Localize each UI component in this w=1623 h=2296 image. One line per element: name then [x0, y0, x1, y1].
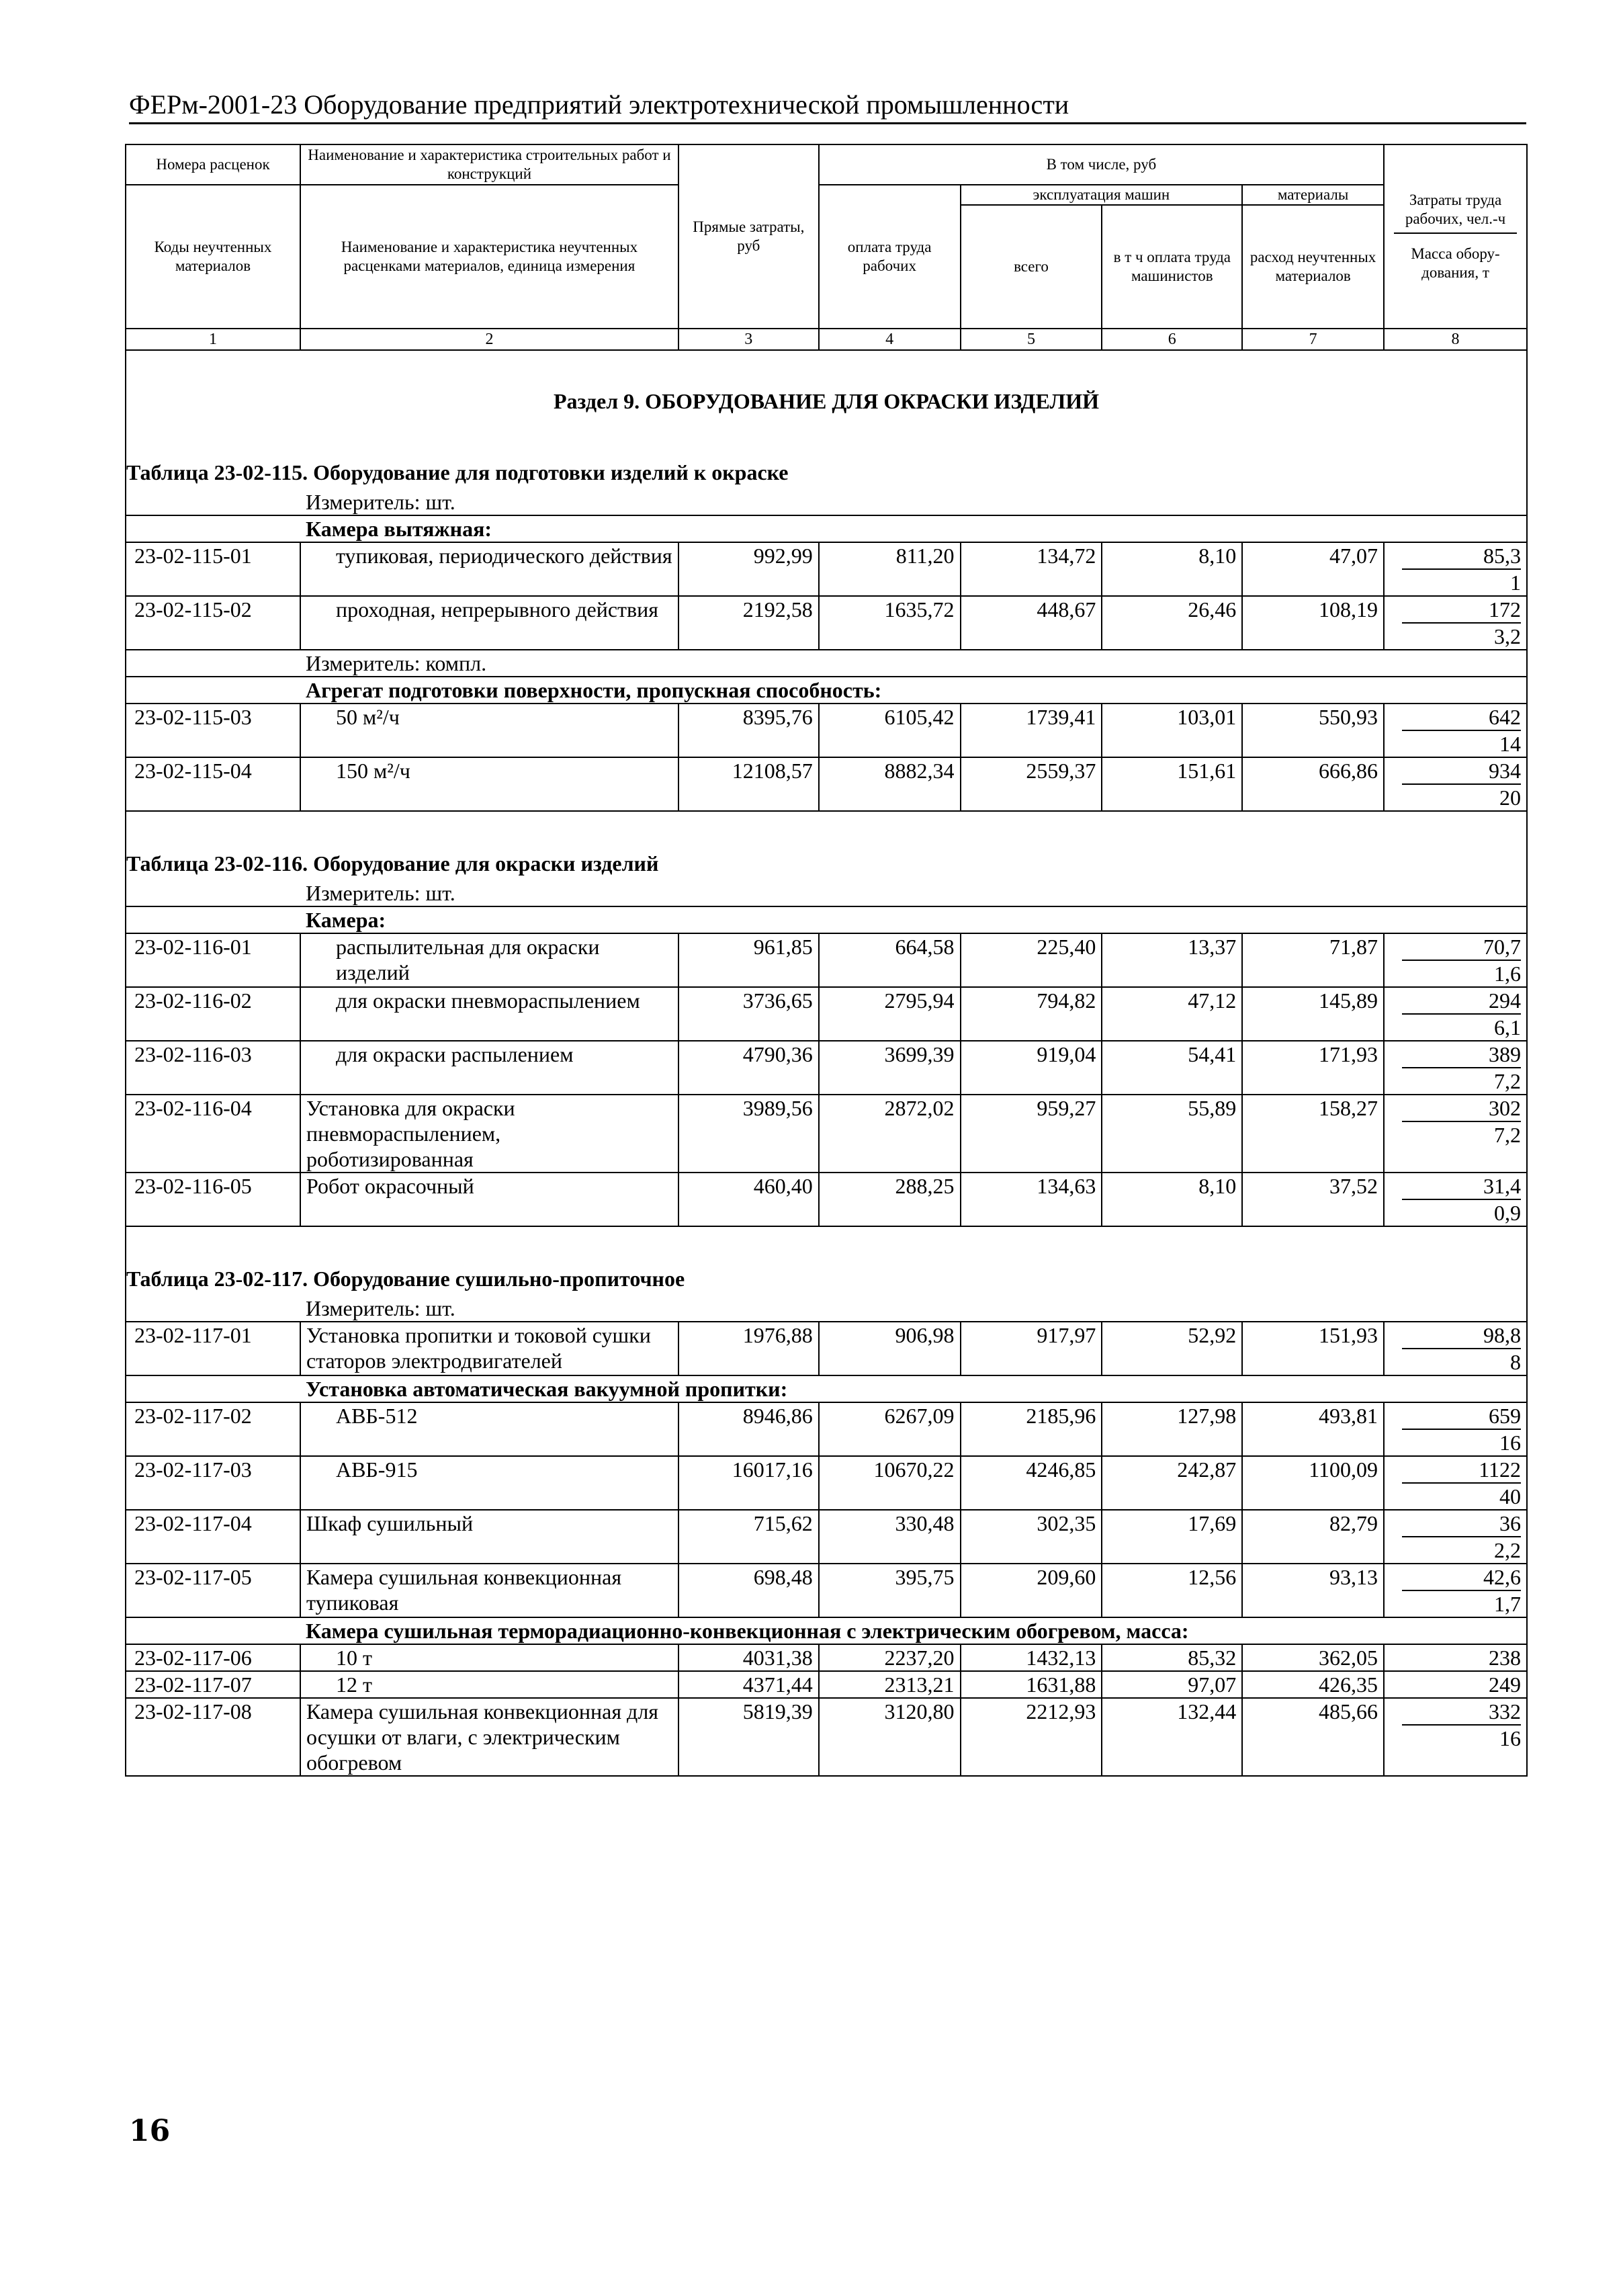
colnum-2: 2: [300, 329, 678, 350]
labor-value: 42,6: [1402, 1564, 1521, 1591]
section-title: Раздел 9. ОБОРУДОВАНИЕ ДЛЯ ОКРАСКИ ИЗДЕЛИЙ: [126, 350, 1527, 441]
labor-mass-cell: [1384, 1322, 1527, 1375]
labor-value: 85,3: [1402, 543, 1521, 570]
group-spacer: [126, 677, 300, 704]
labor-value: 934: [1402, 758, 1521, 785]
group-label: Камера сушильная терморадиационно-конвекционная с электрическим обогревом, масса:: [300, 1617, 1527, 1644]
labor-value: 98,8: [1402, 1322, 1521, 1349]
value-c6: 85,32: [1102, 1644, 1242, 1671]
work-name: АВБ-915: [300, 1456, 678, 1510]
work-name: 50 м²/ч: [300, 704, 678, 757]
value-c5: 1631,88: [961, 1671, 1102, 1698]
value-c7: 550,93: [1242, 704, 1384, 757]
value-c7: 666,86: [1242, 757, 1384, 811]
value-c3: 715,62: [678, 1510, 819, 1564]
value-c5: 302,35: [961, 1510, 1102, 1564]
value-c6: 8,10: [1102, 1173, 1242, 1226]
colnum-5: 5: [961, 329, 1102, 350]
value-c4: 906,98: [819, 1322, 961, 1375]
rate-code: 23-02-116-03: [126, 1041, 300, 1095]
value-c4: 2795,94: [819, 987, 961, 1041]
rate-code: 23-02-117-08: [126, 1698, 300, 1776]
value-c3: 698,48: [678, 1564, 819, 1617]
rate-code: 23-02-115-03: [126, 704, 300, 757]
labor-mass-cell: [1384, 1173, 1527, 1226]
mass-value: 3,2: [1494, 624, 1521, 648]
value-c7: 485,66: [1242, 1698, 1384, 1776]
labor-value: 294: [1402, 988, 1521, 1015]
work-name: Установка для окраски пневмораспылением, роботизированная: [300, 1095, 678, 1173]
value-c5: 134,63: [961, 1173, 1102, 1226]
value-c3: 8395,76: [678, 704, 819, 757]
unit-label: Измеритель: компл.: [300, 650, 1527, 677]
value-c5: 2212,93: [961, 1698, 1102, 1776]
value-c4: 288,25: [819, 1173, 961, 1226]
spacer-row: [126, 1226, 1527, 1247]
mass-value: 14: [1499, 732, 1521, 756]
t115-title-row: [126, 441, 1527, 489]
rate-code: 23-02-116-02: [126, 987, 300, 1041]
labor-mass-cell: [1384, 987, 1527, 1041]
value-c7: 145,89: [1242, 987, 1384, 1041]
table-row: [126, 987, 1527, 1041]
col7-header: расход неучтенных материалов: [1242, 205, 1384, 329]
labor-value: 238: [1489, 1646, 1521, 1670]
value-c6: 127,98: [1102, 1402, 1242, 1456]
unit-spacer: [126, 489, 300, 515]
group-label: Установка автоматическая вакуумной пропитки:: [300, 1375, 1527, 1402]
group-row: [126, 677, 1527, 704]
value-c5: 209,60: [961, 1564, 1102, 1617]
labor-value: 70,7: [1402, 934, 1521, 961]
t117-title-row: [126, 1247, 1527, 1295]
value-c3: 961,85: [678, 933, 819, 987]
table-row: [126, 542, 1527, 596]
col1-header-bottom: Коды неучтенных материалов: [126, 185, 300, 329]
value-c6: 151,61: [1102, 757, 1242, 811]
labor-value: 249: [1489, 1672, 1521, 1697]
table-row: [126, 1402, 1527, 1456]
colnum-6: 6: [1102, 329, 1242, 350]
value-c6: 97,07: [1102, 1671, 1242, 1698]
value-c6: 52,92: [1102, 1322, 1242, 1375]
spacer-cell: [126, 1226, 1527, 1247]
table-row: [126, 1644, 1527, 1671]
group-row: [126, 906, 1527, 933]
table-row: [126, 1322, 1527, 1375]
value-c7: 47,07: [1242, 542, 1384, 596]
spacer-cell: [126, 811, 1527, 832]
rates-table: [125, 144, 1528, 1777]
t115-title: Таблица 23-02-115. Оборудование для подготовки изделий к окраске: [126, 441, 1527, 489]
value-c6: 132,44: [1102, 1698, 1242, 1776]
rate-code: 23-02-116-01: [126, 933, 300, 987]
spacer-row: [126, 811, 1527, 832]
group-spacer: [126, 906, 300, 933]
unit-row: [126, 489, 1527, 515]
mass-value: 2,2: [1494, 1538, 1521, 1562]
value-c3: 4790,36: [678, 1041, 819, 1095]
table-row: [126, 596, 1527, 650]
value-c3: 3989,56: [678, 1095, 819, 1173]
value-c6: 103,01: [1102, 704, 1242, 757]
group-row: [126, 1617, 1527, 1644]
value-c3: 1976,88: [678, 1322, 819, 1375]
labor-value: 332: [1402, 1699, 1521, 1726]
colnum-4: 4: [819, 329, 961, 350]
unit-row: [126, 880, 1527, 906]
unit-row: [126, 650, 1527, 677]
group-label: Камера вытяжная:: [300, 515, 1527, 542]
labor-mass-cell: [1384, 757, 1527, 811]
col8-header-top: Затраты труда рабочих, чел.-ч: [1394, 191, 1517, 234]
value-c5: 917,97: [961, 1322, 1102, 1375]
rate-code: 23-02-117-05: [126, 1564, 300, 1617]
labor-value: 36: [1402, 1511, 1521, 1537]
mass-value: 8: [1510, 1350, 1521, 1374]
mass-value: 16: [1499, 1431, 1521, 1455]
value-c4: 664,58: [819, 933, 961, 987]
value-c4: 10670,22: [819, 1456, 961, 1510]
value-c3: 3736,65: [678, 987, 819, 1041]
work-name: для окраски пневмораспылением: [300, 987, 678, 1041]
value-c4: 2872,02: [819, 1095, 961, 1173]
section-row: [126, 350, 1527, 441]
labor-value: 659: [1402, 1403, 1521, 1430]
value-c3: 8946,86: [678, 1402, 819, 1456]
value-c5: 134,72: [961, 542, 1102, 596]
value-c4: 3699,39: [819, 1041, 961, 1095]
col8-header-bottom: Масса обору-дования, т: [1411, 245, 1500, 281]
value-c3: 4371,44: [678, 1671, 819, 1698]
rate-code: 23-02-117-03: [126, 1456, 300, 1510]
mass-value: 16: [1499, 1726, 1521, 1750]
labor-mass-cell: [1384, 1698, 1527, 1776]
group-spacer: [126, 1375, 300, 1402]
work-name: для окраски распылением: [300, 1041, 678, 1095]
table-row: [126, 1041, 1527, 1095]
value-c4: 1635,72: [819, 596, 961, 650]
value-c7: 151,93: [1242, 1322, 1384, 1375]
group-label: Агрегат подготовки поверхности, пропускная способность:: [300, 677, 1527, 704]
table-row: [126, 1095, 1527, 1173]
mass-value: 0,9: [1494, 1201, 1521, 1225]
value-c5: 448,67: [961, 596, 1102, 650]
value-c7: 362,05: [1242, 1644, 1384, 1671]
value-c6: 26,46: [1102, 596, 1242, 650]
rate-code: 23-02-116-04: [126, 1095, 300, 1173]
value-c7: 108,19: [1242, 596, 1384, 650]
value-c5: 794,82: [961, 987, 1102, 1041]
value-c7: 426,35: [1242, 1671, 1384, 1698]
value-c5: 225,40: [961, 933, 1102, 987]
t116-title-row: [126, 832, 1527, 880]
value-c5: 959,27: [961, 1095, 1102, 1173]
labor-value: 172: [1402, 597, 1521, 624]
col8-header: [1384, 144, 1527, 329]
col4-header: оплата труда рабочих: [819, 185, 961, 329]
value-c4: 6105,42: [819, 704, 961, 757]
rate-code: 23-02-117-06: [126, 1644, 300, 1671]
value-c4: 6267,09: [819, 1402, 961, 1456]
value-c4: 330,48: [819, 1510, 961, 1564]
work-name: Установка пропитки и токовой сушки статоров электродвигателей: [300, 1322, 678, 1375]
value-c6: 55,89: [1102, 1095, 1242, 1173]
unit-label: Измеритель: шт.: [300, 489, 1527, 515]
work-name: Камера сушильная конвекционная тупиковая: [300, 1564, 678, 1617]
table-row: [126, 1564, 1527, 1617]
labor-mass-cell: [1384, 1510, 1527, 1564]
machines-header: эксплуатация машин: [961, 185, 1243, 205]
group-spacer: [126, 515, 300, 542]
rate-code: 23-02-117-07: [126, 1671, 300, 1698]
value-c4: 3120,80: [819, 1698, 961, 1776]
rate-code: 23-02-117-04: [126, 1510, 300, 1564]
mass-value: 1,6: [1494, 962, 1521, 986]
work-name: 10 т: [300, 1644, 678, 1671]
value-c7: 158,27: [1242, 1095, 1384, 1173]
col6-header: в т ч оплата труда машинистов: [1102, 205, 1242, 329]
work-name: 12 т: [300, 1671, 678, 1698]
value-c5: 4246,85: [961, 1456, 1102, 1510]
work-name: Камера сушильная конвекционная для осушки от влаги, с электрическим обогревом: [300, 1698, 678, 1776]
value-c6: 8,10: [1102, 542, 1242, 596]
value-c3: 992,99: [678, 542, 819, 596]
value-c5: 1739,41: [961, 704, 1102, 757]
labor-mass-cell: [1384, 542, 1527, 596]
value-c4: 8882,34: [819, 757, 961, 811]
materials-header: материалы: [1242, 185, 1384, 205]
value-c6: 54,41: [1102, 1041, 1242, 1095]
work-name: Шкаф сушильный: [300, 1510, 678, 1564]
value-c6: 47,12: [1102, 987, 1242, 1041]
unit-spacer: [126, 880, 300, 906]
value-c3: 16017,16: [678, 1456, 819, 1510]
col2-header-top: Наименование и характеристика строительных работ и конструкций: [300, 144, 678, 185]
labor-mass-cell: [1384, 1456, 1527, 1510]
work-name: проходная, непрерывного действия: [300, 596, 678, 650]
value-c4: 2313,21: [819, 1671, 961, 1698]
unit-spacer: [126, 1295, 300, 1322]
work-name: распылительная для окраски изделий: [300, 933, 678, 987]
unit-spacer: [126, 650, 300, 677]
mass-value: 7,2: [1494, 1069, 1521, 1093]
value-c6: 17,69: [1102, 1510, 1242, 1564]
t117-title: Таблица 23-02-117. Оборудование сушильно-пропиточное: [126, 1247, 1527, 1295]
rate-code: 23-02-115-01: [126, 542, 300, 596]
work-name: 150 м²/ч: [300, 757, 678, 811]
rate-code: 23-02-116-05: [126, 1173, 300, 1226]
labor-value: 302: [1402, 1095, 1521, 1122]
column-number-row: [126, 329, 1527, 350]
colnum-7: 7: [1242, 329, 1384, 350]
value-c7: 493,81: [1242, 1402, 1384, 1456]
value-c7: 93,13: [1242, 1564, 1384, 1617]
col3-header: Прямые затраты, руб: [678, 144, 819, 329]
value-c3: 5819,39: [678, 1698, 819, 1776]
col5-header: всего: [961, 205, 1102, 329]
mass-value: 1,7: [1494, 1592, 1521, 1616]
labor-value: 1122: [1402, 1457, 1521, 1484]
rate-code: 23-02-115-02: [126, 596, 300, 650]
unit-label: Измеритель: шт.: [300, 1295, 1527, 1322]
group-row: [126, 1375, 1527, 1402]
labor-mass-cell: [1384, 1564, 1527, 1617]
value-c7: 82,79: [1242, 1510, 1384, 1564]
t116-title: Таблица 23-02-116. Оборудование для окраски изделий: [126, 832, 1527, 880]
labor-mass-cell: [1384, 704, 1527, 757]
value-c3: 2192,58: [678, 596, 819, 650]
labor-mass-cell: [1384, 1644, 1527, 1671]
group-spacer: [126, 1617, 300, 1644]
table-row: [126, 1671, 1527, 1698]
table-row: [126, 704, 1527, 757]
value-c4: 395,75: [819, 1564, 961, 1617]
table-row: [126, 757, 1527, 811]
work-name: АВБ-512: [300, 1402, 678, 1456]
value-c3: 12108,57: [678, 757, 819, 811]
table-row: [126, 1456, 1527, 1510]
mass-value: 1: [1510, 570, 1521, 595]
mass-value: 6,1: [1494, 1015, 1521, 1039]
value-c6: 242,87: [1102, 1456, 1242, 1510]
labor-mass-cell: [1384, 1041, 1527, 1095]
col1-header-top: Номера расценок: [126, 144, 300, 185]
colnum-8: 8: [1384, 329, 1527, 350]
labor-value: 642: [1402, 704, 1521, 731]
page-number: 16: [129, 2114, 171, 2148]
header-row-1: [126, 144, 1527, 185]
value-c6: 13,37: [1102, 933, 1242, 987]
unit-row: [126, 1295, 1527, 1322]
value-c4: 2237,20: [819, 1644, 961, 1671]
value-c5: 1432,13: [961, 1644, 1102, 1671]
mass-value: 7,2: [1494, 1123, 1521, 1147]
group-header: В том числе, руб: [819, 144, 1384, 185]
table-row: [126, 1510, 1527, 1564]
table-row: [126, 1698, 1527, 1776]
work-name: Робот окрасочный: [300, 1173, 678, 1226]
rate-code: 23-02-117-01: [126, 1322, 300, 1375]
value-c7: 171,93: [1242, 1041, 1384, 1095]
colnum-3: 3: [678, 329, 819, 350]
mass-value: 40: [1499, 1484, 1521, 1508]
value-c3: 460,40: [678, 1173, 819, 1226]
labor-mass-cell: [1384, 933, 1527, 987]
labor-mass-cell: [1384, 1671, 1527, 1698]
rate-code: 23-02-117-02: [126, 1402, 300, 1456]
value-c5: 2559,37: [961, 757, 1102, 811]
value-c7: 37,52: [1242, 1173, 1384, 1226]
unit-label: Измеритель: шт.: [300, 880, 1527, 906]
labor-mass-cell: [1384, 596, 1527, 650]
table-row: [126, 933, 1527, 987]
rate-code: 23-02-115-04: [126, 757, 300, 811]
work-name: тупиковая, периодического действия: [300, 542, 678, 596]
value-c7: 71,87: [1242, 933, 1384, 987]
group-row: [126, 515, 1527, 542]
group-label: Камера:: [300, 906, 1527, 933]
col2-header-bottom: Наименование и характеристика неучтенных расценками материалов, единица измерения: [300, 185, 678, 329]
value-c7: 1100,09: [1242, 1456, 1384, 1510]
value-c6: 12,56: [1102, 1564, 1242, 1617]
mass-value: 20: [1499, 785, 1521, 810]
labor-value: 31,4: [1402, 1173, 1521, 1200]
value-c5: 919,04: [961, 1041, 1102, 1095]
labor-value: 389: [1402, 1041, 1521, 1068]
table-row: [126, 1173, 1527, 1226]
value-c5: 2185,96: [961, 1402, 1102, 1456]
value-c4: 811,20: [819, 542, 961, 596]
labor-mass-cell: [1384, 1402, 1527, 1456]
value-c3: 4031,38: [678, 1644, 819, 1671]
labor-mass-cell: [1384, 1095, 1527, 1173]
table-body: [126, 144, 1527, 1776]
colnum-1: 1: [126, 329, 300, 350]
header-row-2: [126, 185, 1527, 205]
page-header: ФЕРм-2001-23 Оборудование предприятий электротехнической промышленности: [129, 89, 1526, 124]
